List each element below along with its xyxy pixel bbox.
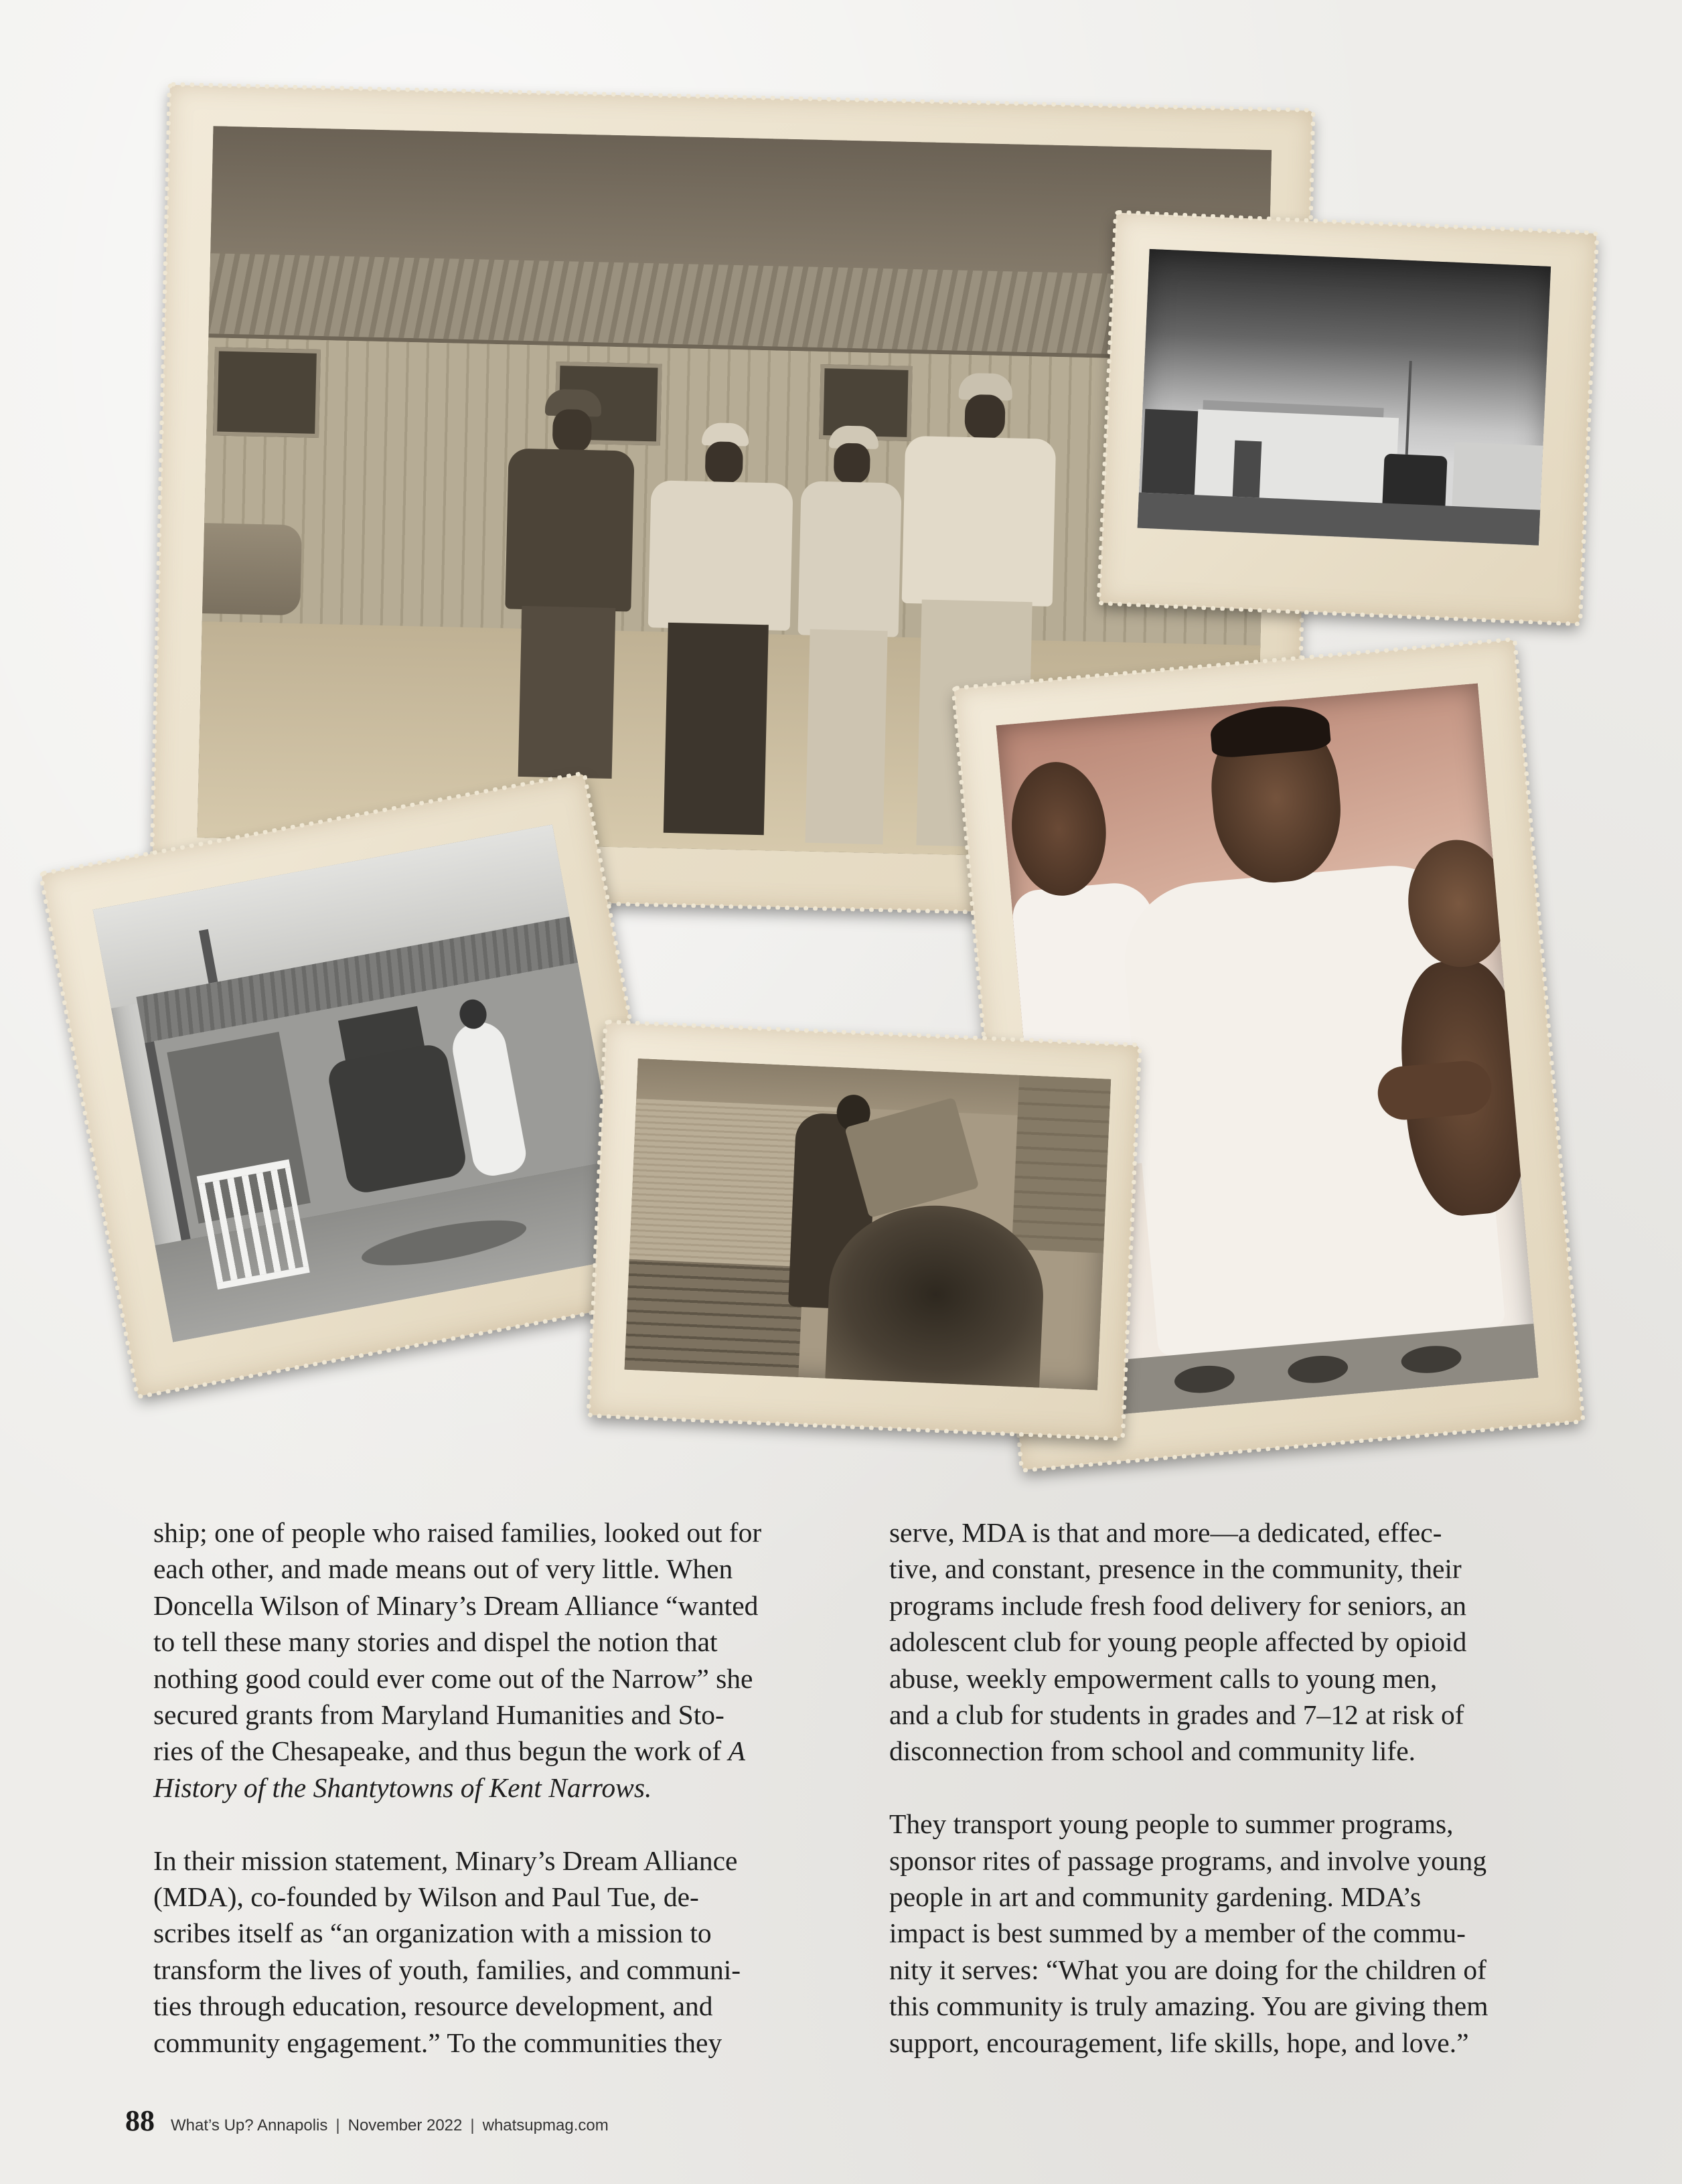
white-building: [1195, 409, 1399, 503]
footer-separator: |: [335, 2116, 340, 2134]
photo-frame-oyster-worker: [589, 1022, 1140, 1438]
antenna-pole: [1405, 361, 1412, 455]
right-column: [889, 1514, 1488, 2061]
right-paragraph-2: [889, 1806, 1488, 2061]
text-line: nothing good could ever come out of the Narrow” she: [153, 1662, 753, 1694]
text-line: impact is best summed by a member of the commu-: [889, 1918, 1466, 1949]
text-line: people in art and community gardening. MDA’s: [889, 1881, 1422, 1913]
photo-frame-shanty-buildings: [1099, 213, 1597, 624]
left-paragraph-2: [153, 1843, 761, 2061]
dock: [625, 1259, 804, 1377]
torso: [902, 436, 1057, 607]
book-title-italic: A: [728, 1735, 745, 1767]
torso: [505, 448, 634, 611]
block-hole: [1400, 1344, 1462, 1376]
text-line: programs include fresh food delivery for seniors, an: [889, 1589, 1467, 1621]
text-line: In their mission statement, Minary’s Dream Alliance: [153, 1845, 738, 1876]
torso: [798, 481, 902, 637]
text-line: abuse, weekly empowerment calls to young men,: [889, 1662, 1438, 1694]
photo-porch: [93, 824, 633, 1342]
book-title-italic: History of the Shantytowns of Kent Narrows.: [153, 1772, 652, 1803]
legs: [805, 629, 887, 845]
footer-separator: |: [470, 2116, 475, 2134]
text-line: this community is truly amazing. You are giving them: [889, 1991, 1488, 2022]
head: [964, 394, 1005, 439]
issue-date: November 2022: [348, 2116, 463, 2134]
torso: [648, 480, 793, 631]
man-1: [498, 388, 639, 779]
publication-name: What’s Up? Annapolis: [171, 2116, 328, 2134]
man-3: [793, 424, 903, 844]
text-line: tive, and constant, presence in the community, their: [889, 1553, 1462, 1585]
block-hole: [1173, 1363, 1235, 1395]
text-line: Doncella Wilson of Minary’s Dream Alliance “wanted: [153, 1589, 759, 1621]
window-left: [213, 347, 321, 438]
shed-building: [1012, 1075, 1111, 1253]
text-line: to tell these many stories and dispel the notion that: [153, 1626, 718, 1658]
text-line: adolescent club for young people affected by opioid: [889, 1626, 1467, 1658]
dark-building: [1142, 409, 1199, 495]
text-line: secured grants from Maryland Humanities and Sto-: [153, 1699, 724, 1731]
text-line: nity it serves: “What you are doing for the children of: [889, 1954, 1486, 1985]
text-line: support, encouragement, life skills, hope, and love.”: [889, 2027, 1469, 2058]
legs: [518, 606, 616, 779]
photo-frame-porch: [42, 774, 681, 1397]
head: [834, 443, 870, 483]
text-line: community engagement.” To the communities they: [153, 2027, 722, 2058]
text-line: and a club for students in grades and 7–12 at risk of: [889, 1699, 1464, 1731]
text-line: disconnection from school and community life.: [889, 1735, 1416, 1767]
text-line: transform the lives of youth, families, and communi-: [153, 1954, 741, 1985]
text-segment: ries of the Chesapeake, and thus begun the work of: [153, 1735, 729, 1767]
head: [552, 409, 592, 453]
page-number: 88: [125, 2104, 155, 2137]
text-line: [153, 1733, 761, 1769]
water-tank: [202, 523, 302, 615]
text-line: each other, and made means out of very little. When: [153, 1553, 733, 1585]
text-line: scribes itself as “an organization with a mission to: [153, 1918, 712, 1949]
text-line: They transport young people to summer programs,: [889, 1808, 1454, 1840]
left-column: [153, 1514, 761, 2061]
truck: [1382, 453, 1447, 510]
head: [705, 441, 743, 483]
doorway: [1233, 441, 1262, 498]
left-paragraph-1: [153, 1514, 761, 1806]
text-line: (MDA), co-founded by Wilson and Paul Tue, de-: [153, 1881, 699, 1913]
photo-oyster-worker: [625, 1059, 1112, 1390]
website: whatsupmag.com: [482, 2116, 609, 2134]
far-building: [1452, 442, 1543, 510]
text-line: ties through education, resource development, and: [153, 1991, 713, 2022]
seated-people: [325, 1042, 468, 1195]
text-line: sponsor rites of passage programs, and involve young: [889, 1845, 1487, 1876]
text-line: ship; one of people who raised families, looked out for: [153, 1517, 762, 1548]
legs: [664, 623, 769, 835]
right-paragraph-1: [889, 1514, 1488, 1770]
text-line: serve, MDA is that and more—a dedicated, effec-: [889, 1517, 1442, 1548]
photo-shanty-buildings: [1138, 249, 1551, 546]
text-line: [153, 1770, 761, 1806]
page-footer: [125, 2104, 609, 2138]
man-2: [643, 421, 795, 836]
block-hole: [1287, 1353, 1349, 1385]
kid-face: [1006, 758, 1112, 899]
